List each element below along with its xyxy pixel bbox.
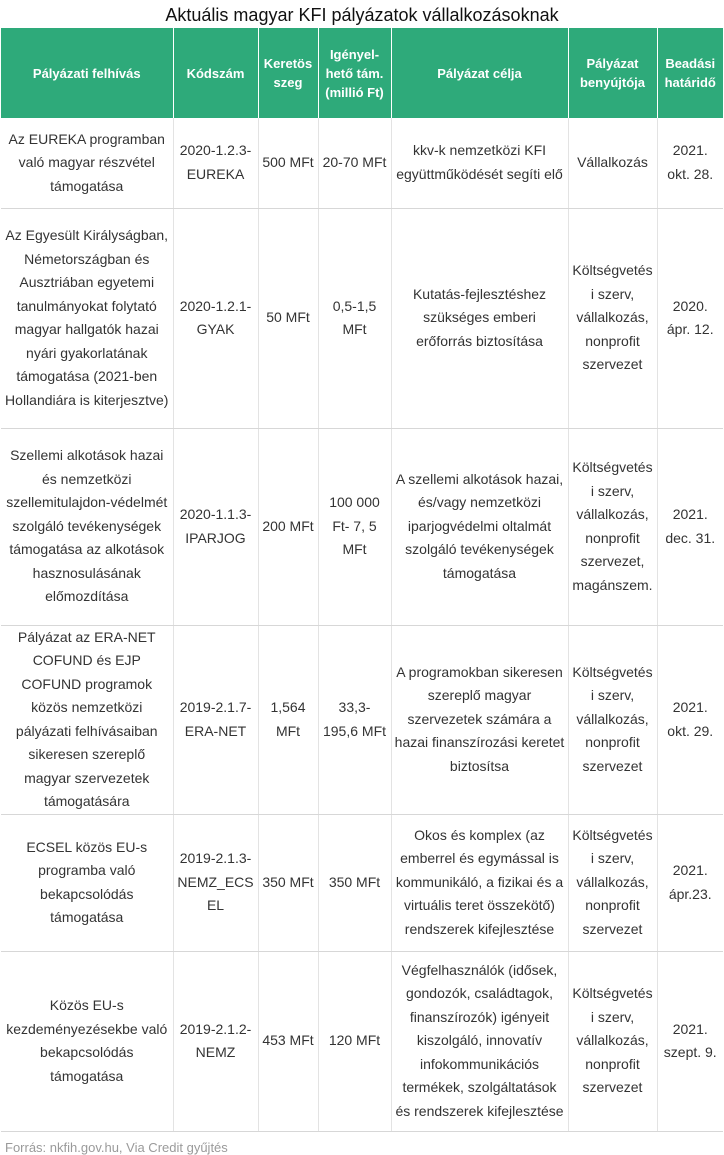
cell-applicant: Vállalkozás [568, 118, 657, 208]
cell-amount: 0,5-1,5 MFt [318, 208, 391, 428]
cell-call: Szellemi alkotások hazai és nemzetközi szellemitulajdon-védelmét szolgáló tevékenységek támogatása az alkotások hasznosulásának előmozdítása [1, 428, 173, 625]
cell-goal: Okos és komplex (az emberrel és egymással is kommunikáló, a fizikai és a virtuális teret összekötő) rendszerek kifejlesztése [391, 814, 568, 951]
cell-budget: 350 MFt [258, 814, 318, 951]
table-row [1, 951, 723, 1131]
cell-goal: Kutatás-fejlesztéshez szükséges emberi erőforrás biztosítása [391, 208, 568, 428]
cell-call: Pályázat az ERA-NET COFUND és EJP COFUND programok közös nemzetközi pályázati felhívásaiban sikeresen szereplő magyar szervezetek támogatására [1, 625, 173, 814]
cell-deadline: 2021. szept. 9. [657, 951, 723, 1131]
cell-code: 2019-2.1.2-NEMZ [173, 951, 258, 1131]
cell-deadline: 2021. dec. 31. [657, 428, 723, 625]
table-row [1, 428, 723, 625]
cell-call: Az EUREKA programban való magyar részvétel támogatása [1, 118, 173, 208]
header-row [1, 28, 723, 118]
cell-applicant: Költségvetési szerv, vállalkozás, nonprofit szervezet [568, 208, 657, 428]
grants-table [1, 28, 723, 1132]
header-goal: Pályázat célja [391, 28, 568, 118]
cell-budget: 1,564 MFt [258, 625, 318, 814]
header-call: Pályázati felhívás [1, 28, 173, 118]
cell-code: 2020-1.2.3-EUREKA [173, 118, 258, 208]
cell-applicant: Költségvetési szerv, vállalkozás, nonprofit szervezet [568, 951, 657, 1131]
cell-goal: kkv-k nemzetközi KFI együttműködését segíti elő [391, 118, 568, 208]
cell-budget: 50 MFt [258, 208, 318, 428]
cell-code: 2019-2.1.3-NEMZ_ECSEL [173, 814, 258, 951]
source-note: Forrás: nkfih.gov.hu, Via Credit gyűjtés [5, 1139, 228, 1155]
cell-amount: 33,3-195,6 MFt [318, 625, 391, 814]
cell-deadline: 2021. okt. 29. [657, 625, 723, 814]
cell-budget: 500 MFt [258, 118, 318, 208]
header-amount: Igényel-hető tám. (millió Ft) [318, 28, 391, 118]
cell-budget: 200 MFt [258, 428, 318, 625]
cell-call: Közös EU-s kezdeményezésekbe való bekapcsolódás támogatása [1, 951, 173, 1131]
cell-goal: A programokban sikeresen szereplő magyar szervezetek számára a hazai finanszírozási keretet biztosítsa [391, 625, 568, 814]
header-applicant: Pályázat benyújtója [568, 28, 657, 118]
cell-code: 2020-1.2.1-GYAK [173, 208, 258, 428]
cell-call: Az Egyesült Királyságban, Németországban és Ausztriában egyetemi tanulmányokat folytató magyar hallgatók hazai nyári gyakorlatának támogatása (2021-ben Hollandiára is kiterjesztve) [1, 208, 173, 428]
cell-applicant: Költségvetési szerv, vállalkozás, nonprofit szervezet, magánszem. [568, 428, 657, 625]
cell-amount: 120 MFt [318, 951, 391, 1131]
table-row [1, 814, 723, 951]
cell-goal: A szellemi alkotások hazai, és/vagy nemzetközi iparjogvédelmi oltalmát szolgáló tevékenységek támogatása [391, 428, 568, 625]
cell-deadline: 2021. ápr.23. [657, 814, 723, 951]
cell-amount: 20-70 MFt [318, 118, 391, 208]
header-code: Kódszám [173, 28, 258, 118]
table-title: Aktuális magyar KFI pályázatok vállalkozásoknak [165, 5, 559, 25]
cell-amount: 100 000 Ft- 7, 5 MFt [318, 428, 391, 625]
cell-applicant: Költségvetési szerv, vállalkozás, nonprofit szervezet [568, 625, 657, 814]
cell-amount: 350 MFt [318, 814, 391, 951]
table-row [1, 118, 723, 208]
cell-budget: 453 MFt [258, 951, 318, 1131]
header-deadline: Beadási határidő [657, 28, 723, 118]
cell-applicant: Költségvetési szerv, vállalkozás, nonprofit szervezet [568, 814, 657, 951]
cell-deadline: 2021. okt. 28. [657, 118, 723, 208]
cell-code: 2019-2.1.7-ERA-NET [173, 625, 258, 814]
cell-goal: Végfelhasználók (idősek, gondozók, családtagok, finanszírozók) igényeit kiszolgáló, innovatív infokommunikációs termékek, szolgáltatások és rendszerek kifejlesztése [391, 951, 568, 1131]
cell-call: ECSEL közös EU-s programba való bekapcsolódás támogatása [1, 814, 173, 951]
cell-deadline: 2020. ápr. 12. [657, 208, 723, 428]
cell-code: 2020-1.1.3-IPARJOG [173, 428, 258, 625]
table-row [1, 208, 723, 428]
table-row [1, 625, 723, 814]
header-budget: Keretös szeg [258, 28, 318, 118]
